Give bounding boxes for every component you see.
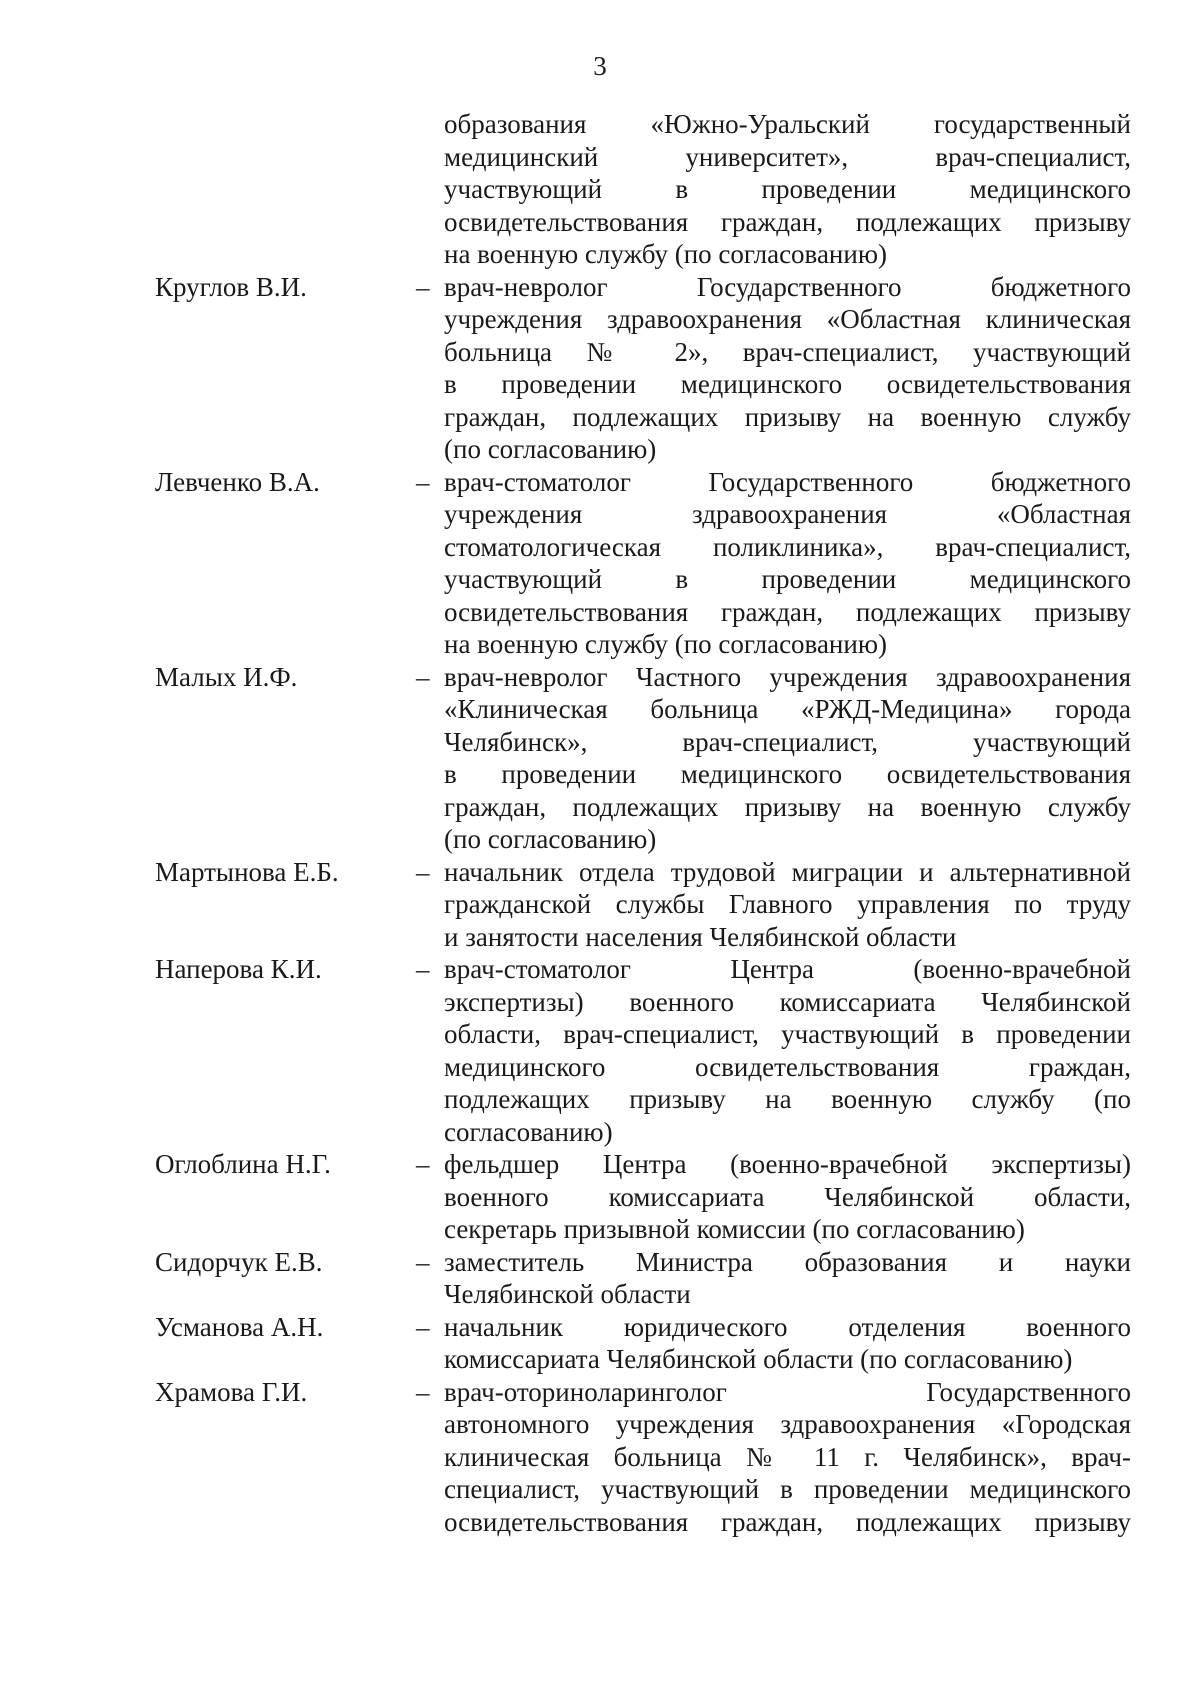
description-line: граждан, подлежащих призыву на военную службу [444, 791, 1131, 822]
member-entry-martynova [155, 856, 1131, 954]
member-name: Малых И.Ф. [155, 661, 298, 692]
description-line: врач-оториноларинголог Государственного [444, 1376, 1131, 1407]
member-description [444, 108, 1131, 271]
description-line: больница № 2», врач-специалист, участвующий [444, 336, 1131, 367]
dash-separator: – [416, 1246, 430, 1277]
description-line: подлежащих призыву на военную службу (по [444, 1084, 1131, 1114]
description-line: заместитель Министра образования и науки [444, 1246, 1131, 1277]
member-description [444, 1311, 1131, 1376]
member-description [444, 953, 1131, 1148]
dash-separator: – [416, 1149, 430, 1179]
member-description [444, 661, 1131, 856]
description-line: (по согласованию) [444, 824, 657, 854]
member-entry-kruglov [155, 271, 1131, 466]
description-line: в проведении медицинского освидетельствования [444, 369, 1131, 399]
description-line: области, врач-специалист, участвующий в проведении [444, 1019, 1131, 1049]
description-line: фельдшер Центра (военно-врачебной экспертизы) [444, 1149, 1131, 1179]
description-line: врач-стоматолог Государственного бюджетного [444, 466, 1131, 497]
member-description [444, 1148, 1131, 1246]
description-line: гражданской службы Главного управления по труду [444, 889, 1131, 919]
description-line: врач-стоматолог Центра (военно-врачебной [444, 954, 1131, 984]
dash-separator: – [416, 954, 430, 984]
description-line: врач-невролог Государственного бюджетного [444, 271, 1131, 302]
description-line: военного комиссариата Челябинской области, [444, 1181, 1131, 1212]
dash-separator: – [416, 856, 430, 887]
member-name: Храмова Г.И. [155, 1376, 308, 1407]
member-name: Сидорчук Е.В. [155, 1246, 323, 1277]
description-line: специалист, участвующий в проведении медицинского [444, 1474, 1131, 1504]
description-line: участвующий в проведении медицинского [444, 174, 1131, 204]
description-line: согласованию) [444, 1116, 613, 1147]
dash-separator: – [416, 1376, 430, 1407]
member-name: Левченко В.А. [155, 466, 320, 497]
member-entry-malykh [155, 661, 1131, 856]
description-line: на военную службу (по согласованию) [444, 629, 887, 659]
description-line: «Клиническая больница «РЖД-Медицина» города [444, 694, 1131, 724]
description-line: в проведении медицинского освидетельствования [444, 759, 1131, 789]
member-description [444, 466, 1131, 661]
description-line: учреждения здравоохранения «Областная [444, 499, 1131, 529]
description-line: учреждения здравоохранения «Областная клиническая [444, 304, 1131, 334]
member-name: Наперова К.И. [155, 954, 322, 984]
dash-separator: – [416, 1311, 430, 1342]
commission-member-list [155, 108, 1131, 1538]
dash-separator: – [416, 466, 430, 497]
description-line: участвующий в проведении медицинского [444, 564, 1131, 594]
member-entry-sidorchuk [155, 1246, 1131, 1311]
member-name: Круглов В.И. [155, 271, 307, 302]
description-line: освидетельствования граждан, подлежащих призыву [444, 596, 1131, 627]
member-name: Оглоблина Н.Г. [155, 1149, 331, 1179]
member-entry-ogloblina [155, 1148, 1131, 1246]
description-line: стоматологическая поликлиника», врач-специалист, [444, 531, 1131, 562]
member-description [444, 1376, 1131, 1539]
description-line: клиническая больница № 11 г. Челябинск», врач- [444, 1441, 1131, 1472]
dash-separator: – [416, 661, 430, 692]
description-line: освидетельствования граждан, подлежащих призыву [444, 1506, 1131, 1537]
description-line: Челябинск», врач-специалист, участвующий [444, 726, 1131, 757]
member-name: Усманова А.Н. [155, 1311, 324, 1342]
page-number: 3 [593, 51, 607, 81]
description-line: на военную службу (по согласованию) [444, 239, 887, 269]
description-line: (по согласованию) [444, 434, 657, 464]
description-line: медицинский университет», врач-специалист, [444, 141, 1131, 172]
description-line: и занятости населения Челябинской области [444, 921, 957, 952]
description-line: начальник юридического отделения военного [444, 1311, 1131, 1342]
member-description [444, 856, 1131, 954]
member-description [444, 271, 1131, 466]
description-line: освидетельствования граждан, подлежащих призыву [444, 206, 1131, 237]
description-line: граждан, подлежащих призыву на военную службу [444, 401, 1131, 432]
description-line: комиссариата Челябинской области (по согласованию) [444, 1344, 1073, 1374]
description-line: автономного учреждения здравоохранения «Городская [444, 1409, 1131, 1439]
member-entry-khramova [155, 1376, 1131, 1539]
description-line: образования «Южно-Уральский государственный [444, 109, 1131, 139]
description-line: Челябинской области [444, 1279, 691, 1309]
description-line: начальник отдела трудовой миграции и альтернативной [444, 856, 1131, 887]
member-entry-naperova [155, 953, 1131, 1148]
description-line: врач-невролог Частного учреждения здравоохранения [444, 661, 1131, 692]
member-name: Мартынова Е.Б. [155, 856, 339, 887]
description-line: экспертизы) военного комиссариата Челябинской [444, 986, 1131, 1017]
description-line: медицинского освидетельствования граждан, [444, 1051, 1131, 1082]
continuation-entry [155, 108, 1131, 271]
description-line: секретарь призывной комиссии (по согласованию) [444, 1214, 1025, 1244]
member-entry-levchenko [155, 466, 1131, 661]
member-entry-usmanova [155, 1311, 1131, 1376]
dash-separator: – [416, 271, 430, 302]
member-description [444, 1246, 1131, 1311]
